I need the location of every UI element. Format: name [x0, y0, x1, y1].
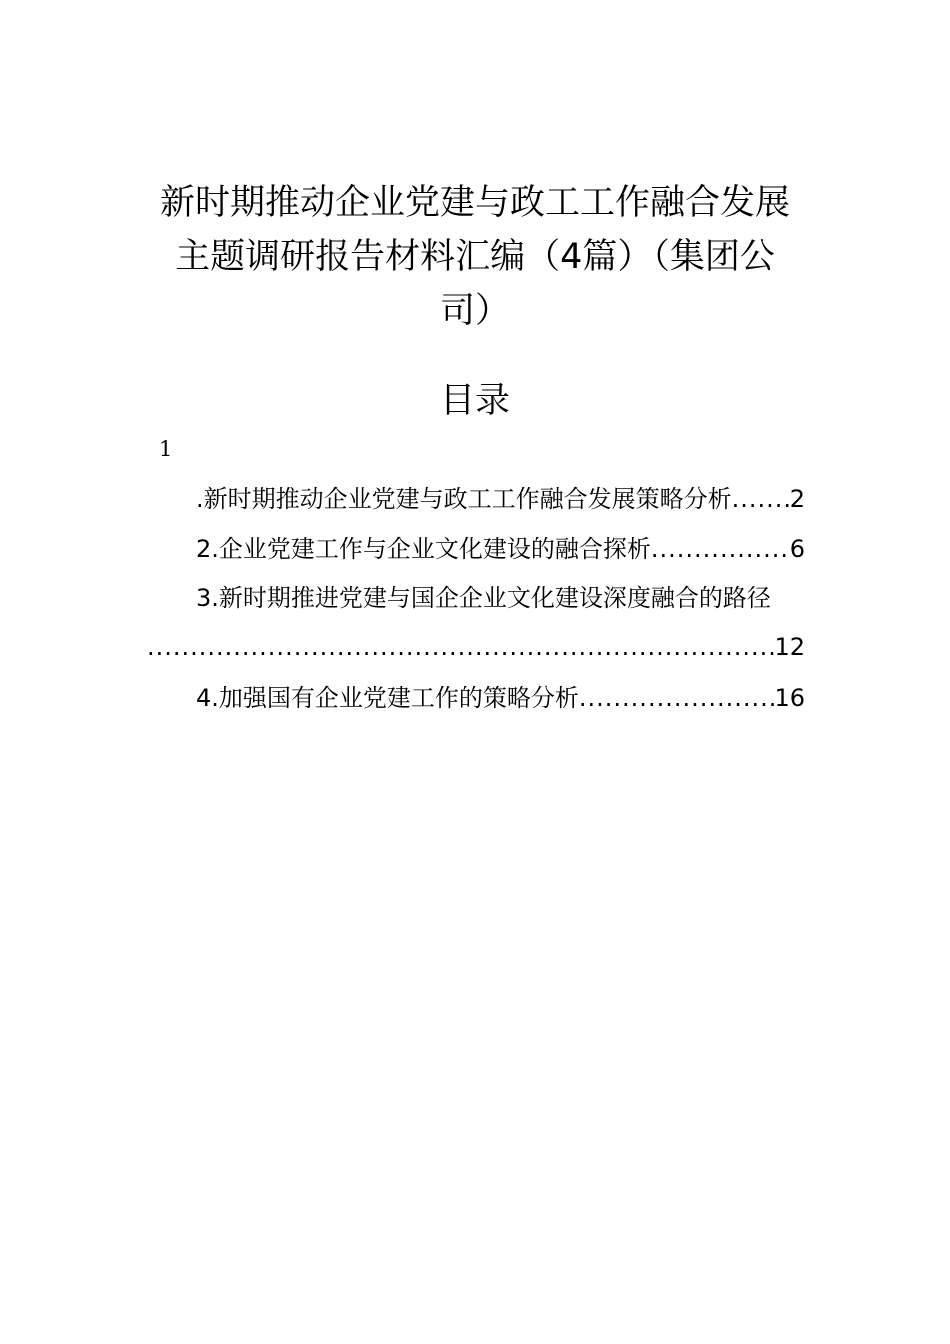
toc-entry-4-page: 16	[774, 684, 805, 712]
toc-entry-3-text: 3.新时期推进党建与国企企业文化建设深度融合的路径	[196, 584, 771, 612]
toc-entry-1[interactable]	[196, 482, 805, 516]
title-line-2: 主题调研报告材料汇编（4篇）（集团公	[175, 237, 775, 277]
toc-entry-4-text: 4.加强国有企业党建工作的策略分析	[196, 684, 579, 712]
title-line-1: 新时期推动企业党建与政工工作融合发展	[159, 183, 790, 223]
toc-leader	[732, 482, 790, 516]
toc-entry-1-text: .新时期推动企业党建与政工工作融合发展策略分析	[196, 485, 732, 513]
toc-entry-1-page: 2	[789, 485, 805, 513]
page-marker: 1	[159, 437, 173, 461]
toc-entry-2-text: 2.企业党建工作与企业文化建设的融合探析	[196, 535, 651, 563]
document-title	[150, 176, 800, 338]
title-line-3: 司）	[439, 291, 510, 331]
toc-heading: 目录	[439, 381, 510, 421]
toc-entry-4[interactable]	[196, 681, 805, 715]
toc-entry-3-continuation[interactable]	[147, 630, 805, 664]
toc-entry-3-page: 12	[774, 633, 805, 661]
toc-leader	[651, 532, 790, 566]
toc-entry-3[interactable]	[196, 581, 771, 615]
toc-entry-2[interactable]	[196, 532, 805, 566]
toc-leader	[147, 630, 774, 664]
toc-leader	[579, 681, 775, 715]
toc-entry-2-page: 6	[789, 535, 805, 563]
